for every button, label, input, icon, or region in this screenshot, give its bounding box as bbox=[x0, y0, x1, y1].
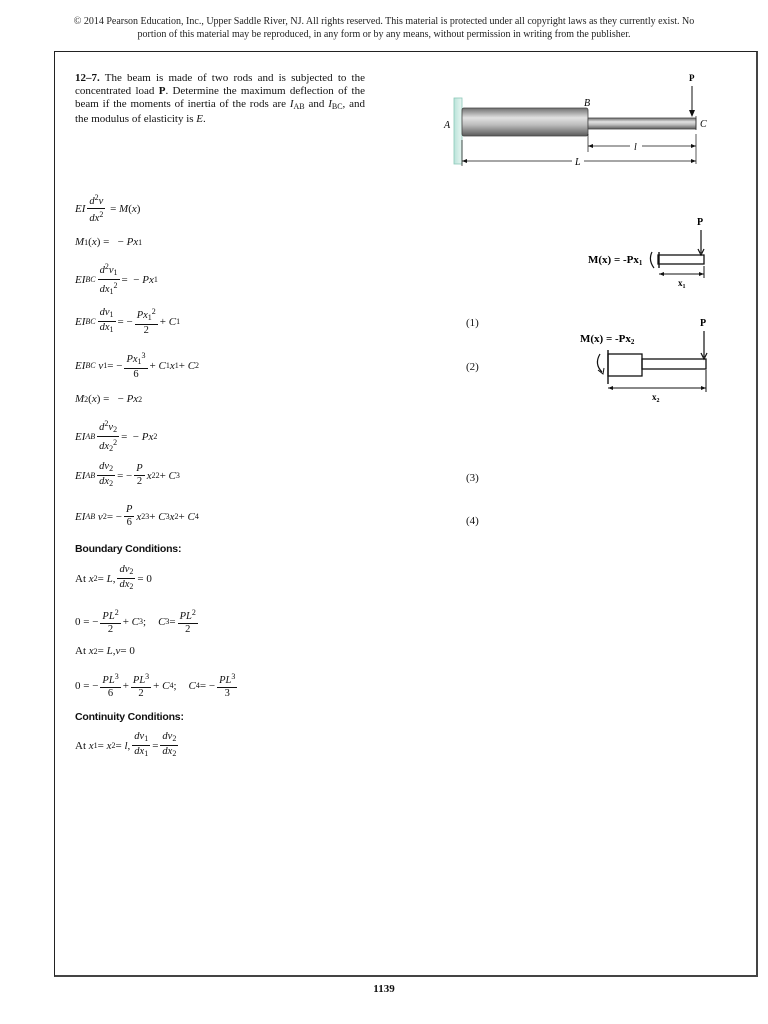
sketch2-moment-expression: M(x) = -Px bbox=[580, 333, 631, 345]
eq-bc2-condition: At x 2 = L , v = 0 bbox=[75, 645, 135, 657]
label-b: B bbox=[584, 98, 591, 109]
label-c: C bbox=[700, 119, 707, 130]
equation-number-2: (2) bbox=[466, 361, 479, 373]
statement-part-c: , and the modulus of elasticity is bbox=[75, 98, 365, 125]
heading-continuity-conditions: Continuity Conditions: bbox=[75, 711, 184, 723]
iab-subscript: AB bbox=[293, 102, 305, 111]
sketch-segment-2 bbox=[570, 314, 718, 404]
problem-number: 12–7. bbox=[75, 72, 100, 84]
iab-symbol: I bbox=[289, 98, 294, 110]
eq-m1: M 1 ( x ) = − Px 1 bbox=[75, 236, 143, 248]
e-symbol: E bbox=[196, 113, 204, 125]
sketch2-x-label: x bbox=[652, 392, 657, 402]
sketch2-x-subscript: 2 bbox=[656, 398, 660, 404]
eq-iab-second: EI AB $\frac{d^2v_2}{dx_2^2}$ = − Px 2 bbox=[75, 419, 158, 453]
svg-text:x1 bbox=[678, 278, 686, 290]
svg-text:M(x) = -Px2 bbox=[580, 333, 635, 346]
statement-part-a: The beam is made of two rods and is subjected to the concentrated load bbox=[75, 72, 365, 97]
dimension-L: L bbox=[575, 157, 581, 168]
load-symbol: P bbox=[158, 85, 166, 97]
problem-statement bbox=[75, 72, 365, 126]
beam-figure bbox=[440, 70, 715, 170]
svg-text:x2 bbox=[652, 392, 660, 404]
heading-boundary-conditions: Boundary Conditions: bbox=[75, 543, 182, 555]
rod-ab bbox=[462, 108, 588, 136]
dimension-l: l bbox=[634, 142, 637, 153]
fixed-support-wall bbox=[454, 98, 462, 164]
sketch1-load-label: P bbox=[697, 217, 704, 228]
eq-ibc-slope: EI BC $\frac{dv_1}{dx_1}$ = − $\frac{Px_1^2}{2}$ + C 1 bbox=[75, 307, 181, 336]
ibc-symbol: I bbox=[328, 98, 332, 110]
sketch-segment-1 bbox=[582, 212, 712, 292]
eq-m2: M 2 ( x ) = − Px 2 bbox=[75, 393, 143, 405]
eq-iab-slope: EI AB $\frac{dv_2}{dx_2}$ = − $\frac{P}{2}$ x 2 2 + C 3 bbox=[75, 461, 180, 488]
label-a: A bbox=[444, 120, 451, 131]
eq-c4-solution: 0 = − $\frac{PL^3}{6}$ + $\frac{PL^3}{2}$ + C 4 ; C 4 = − $\frac{PL^3}{3}$ bbox=[75, 672, 236, 699]
sketch1-x-subscript: 1 bbox=[682, 284, 686, 290]
copyright-notice: © 2014 Pearson Education, Inc., Upper Saddle River, NJ. All rights reserved. This material is protected under all copyright laws as they currently exist. No portion of this material may be reproduced, in any form or by any means, without permission in writing from the publisher. bbox=[73, 16, 695, 40]
equation-number-3: (3) bbox=[466, 472, 479, 484]
statement-end: . bbox=[203, 113, 206, 125]
sketch2-load-label: P bbox=[700, 318, 707, 329]
eq-continuity: At x 1 = x 2 = l , $\frac{dv_1}{dx_1}$ = $\frac{dv_2}{dx_2}$ bbox=[75, 731, 177, 758]
and-text: and bbox=[304, 98, 329, 110]
equation-number-4: (4) bbox=[466, 515, 479, 527]
eq-ibc-deflection: EI BC v 1 = − $\frac{Px_1^3}{6}$ + C 1 x 1 + C 2 bbox=[75, 351, 200, 380]
rod-bc bbox=[588, 118, 696, 129]
sketch1-moment-expression: M(x) = -Px bbox=[588, 254, 639, 266]
label-p: P bbox=[689, 73, 695, 83]
sketch1-moment-subscript: 1 bbox=[638, 259, 643, 267]
eq-bc1-condition: At x 2 = L , $\frac{dv_2}{dx_2}$ = 0 bbox=[75, 564, 152, 591]
eq-ibc-second: EI BC $\frac{d^2v_1}{dx_1^2}$ = − Px 1 bbox=[75, 262, 158, 296]
sketch1-x-label: x bbox=[678, 278, 683, 288]
ibc-subscript: BC bbox=[331, 102, 343, 111]
svg-text:M(x) = -Px1 bbox=[588, 254, 643, 267]
statement-part-b: . Determine the maximum deflection of the beam if the moments of inertia of the rods are bbox=[75, 85, 365, 110]
eq-iab-deflection: EI AB v 2 = − $\frac{P}{6}$ x 2 3 + C 3 x 2 + C 4 bbox=[75, 504, 199, 528]
page-number: 1139 bbox=[373, 983, 395, 995]
eq-governing: EI $\frac{d^2v}{dx^2}$ = M ( x ) bbox=[75, 193, 141, 224]
sketch2-moment-subscript: 2 bbox=[630, 338, 635, 346]
equation-number-1: (1) bbox=[466, 317, 479, 329]
eq-c3-solution: 0 = − $\frac{PL^2}{2}$ + C 3 ; C 3 = $\frac{PL^2}{2}$ bbox=[75, 608, 196, 635]
